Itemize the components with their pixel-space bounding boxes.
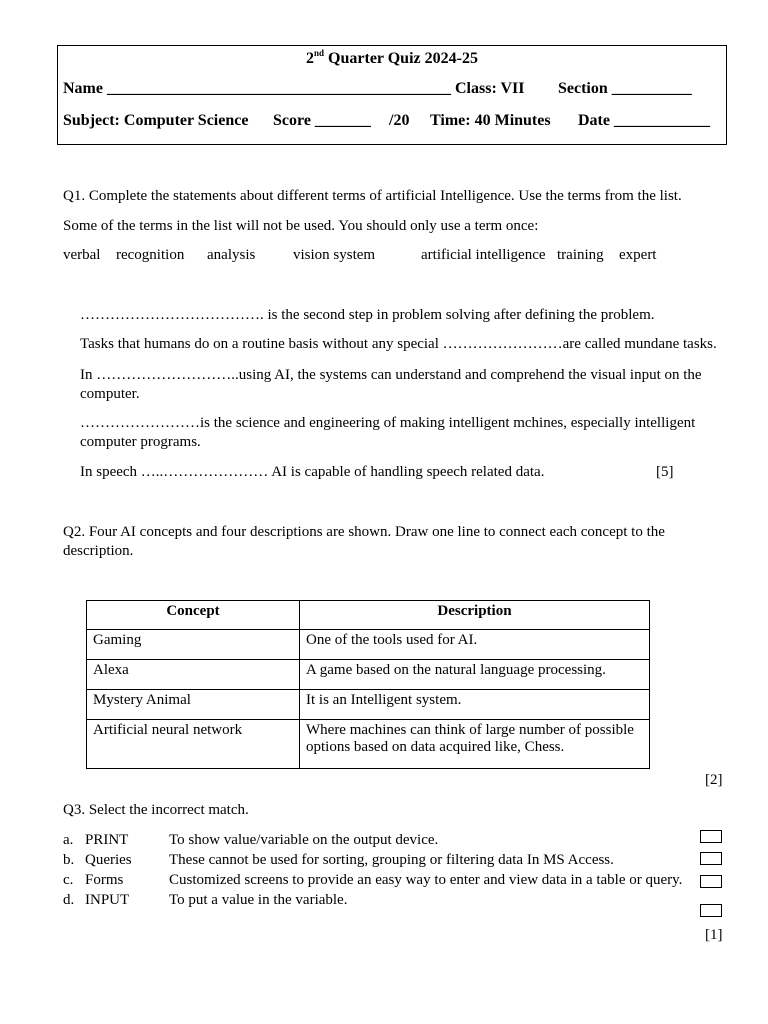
q3-option [63, 892, 347, 909]
option-term: INPUT [85, 892, 130, 908]
option-description: To show value/variable on the output device. [169, 832, 439, 848]
time-label: Time: 40 Minutes [430, 112, 551, 129]
q3-option [63, 852, 614, 869]
description-cell: Where machines can think of large number of possible options based on data acquired like, Chess. [300, 720, 650, 769]
answer-checkbox-a[interactable] [700, 830, 722, 843]
term-item: artificial intelligence [421, 247, 546, 263]
q1-statement: ……………………is the science and engineering of making intelligent mchines, especially intelligent computer programs. [80, 415, 696, 450]
option-description: Customized screens to provide an easy way to enter and view data in a table or query. [169, 872, 683, 888]
answer-checkbox-b[interactable] [700, 852, 722, 865]
answer-checkbox-c[interactable] [700, 875, 722, 888]
q1-statement: ………………………………. is the second step in problem solving after defining the problem. [80, 307, 655, 323]
term-item: verbal [63, 247, 101, 263]
subject-label: Subject: Computer Science [63, 112, 249, 129]
q1-statement: In ………………………..using AI, the systems can understand and comprehend the visual input on the computer. [80, 367, 702, 402]
option-letter: b. [63, 852, 75, 868]
quiz-title: 2nd Quarter Quiz 2024-25 [306, 48, 478, 67]
option-term: Queries [85, 852, 132, 868]
q3-intro: Q3. Select the incorrect match. [63, 802, 249, 818]
concept-cell: Mystery Animal [87, 690, 300, 720]
q1-statement: In speech …..………………… AI is capable of handling speech related data. [80, 464, 545, 480]
option-letter: a. [63, 832, 74, 848]
table-row [87, 630, 650, 660]
table-header-description: Description [300, 601, 650, 630]
concept-description-table [86, 600, 650, 769]
description-cell: One of the tools used for AI. [300, 630, 650, 660]
table-header-concept: Concept [87, 601, 300, 630]
name-field: Name ___________________________________________ [63, 80, 451, 97]
concept-cell: Artificial neural network [87, 720, 300, 769]
table-row [87, 720, 650, 769]
term-item: training [557, 247, 604, 263]
q3-marks: [1] [705, 927, 723, 943]
option-term: Forms [85, 872, 124, 888]
description-cell: It is an Intelligent system. [300, 690, 650, 720]
concept-cell: Alexa [87, 660, 300, 690]
score-field: Score _______ [273, 112, 371, 129]
description-cell: A game based on the natural language processing. [300, 660, 650, 690]
date-field: Date ____________ [578, 112, 710, 129]
option-letter: c. [63, 872, 74, 888]
q3-option [63, 832, 438, 849]
section-field: Section __________ [558, 80, 692, 97]
score-total: /20 [389, 112, 410, 129]
option-letter: d. [63, 892, 75, 908]
class-label: Class: VII [455, 80, 525, 97]
term-item: expert [619, 247, 657, 263]
q1-marks: [5] [656, 464, 674, 480]
header-box [57, 45, 727, 145]
q2-intro: Q2. Four AI concepts and four descriptions are shown. Draw one line to connect each concept to the description. [63, 524, 665, 559]
table-row [87, 690, 650, 720]
term-item: vision system [293, 247, 376, 263]
option-description: These cannot be used for sorting, grouping or filtering data In MS Access. [169, 852, 614, 868]
q1-statement: Tasks that humans do on a routine basis without any special ……………………are called mundane tasks. [80, 336, 717, 352]
q3-option [63, 872, 682, 889]
term-item: recognition [116, 247, 185, 263]
option-term: PRINT [85, 832, 129, 848]
concept-cell: Gaming [87, 630, 300, 660]
q1-intro-line2: Some of the terms in the list will not be used. You should only use a term once: [63, 218, 539, 234]
answer-checkbox-d[interactable] [700, 904, 722, 917]
option-description: To put a value in the variable. [169, 892, 348, 908]
q1-intro-line1: Q1. Complete the statements about different terms of artificial Intelligence. Use the terms from the list. [63, 188, 682, 204]
table-row [87, 660, 650, 690]
q2-marks: [2] [705, 772, 723, 788]
term-item: analysis [207, 247, 256, 263]
table-header-row [87, 601, 650, 630]
